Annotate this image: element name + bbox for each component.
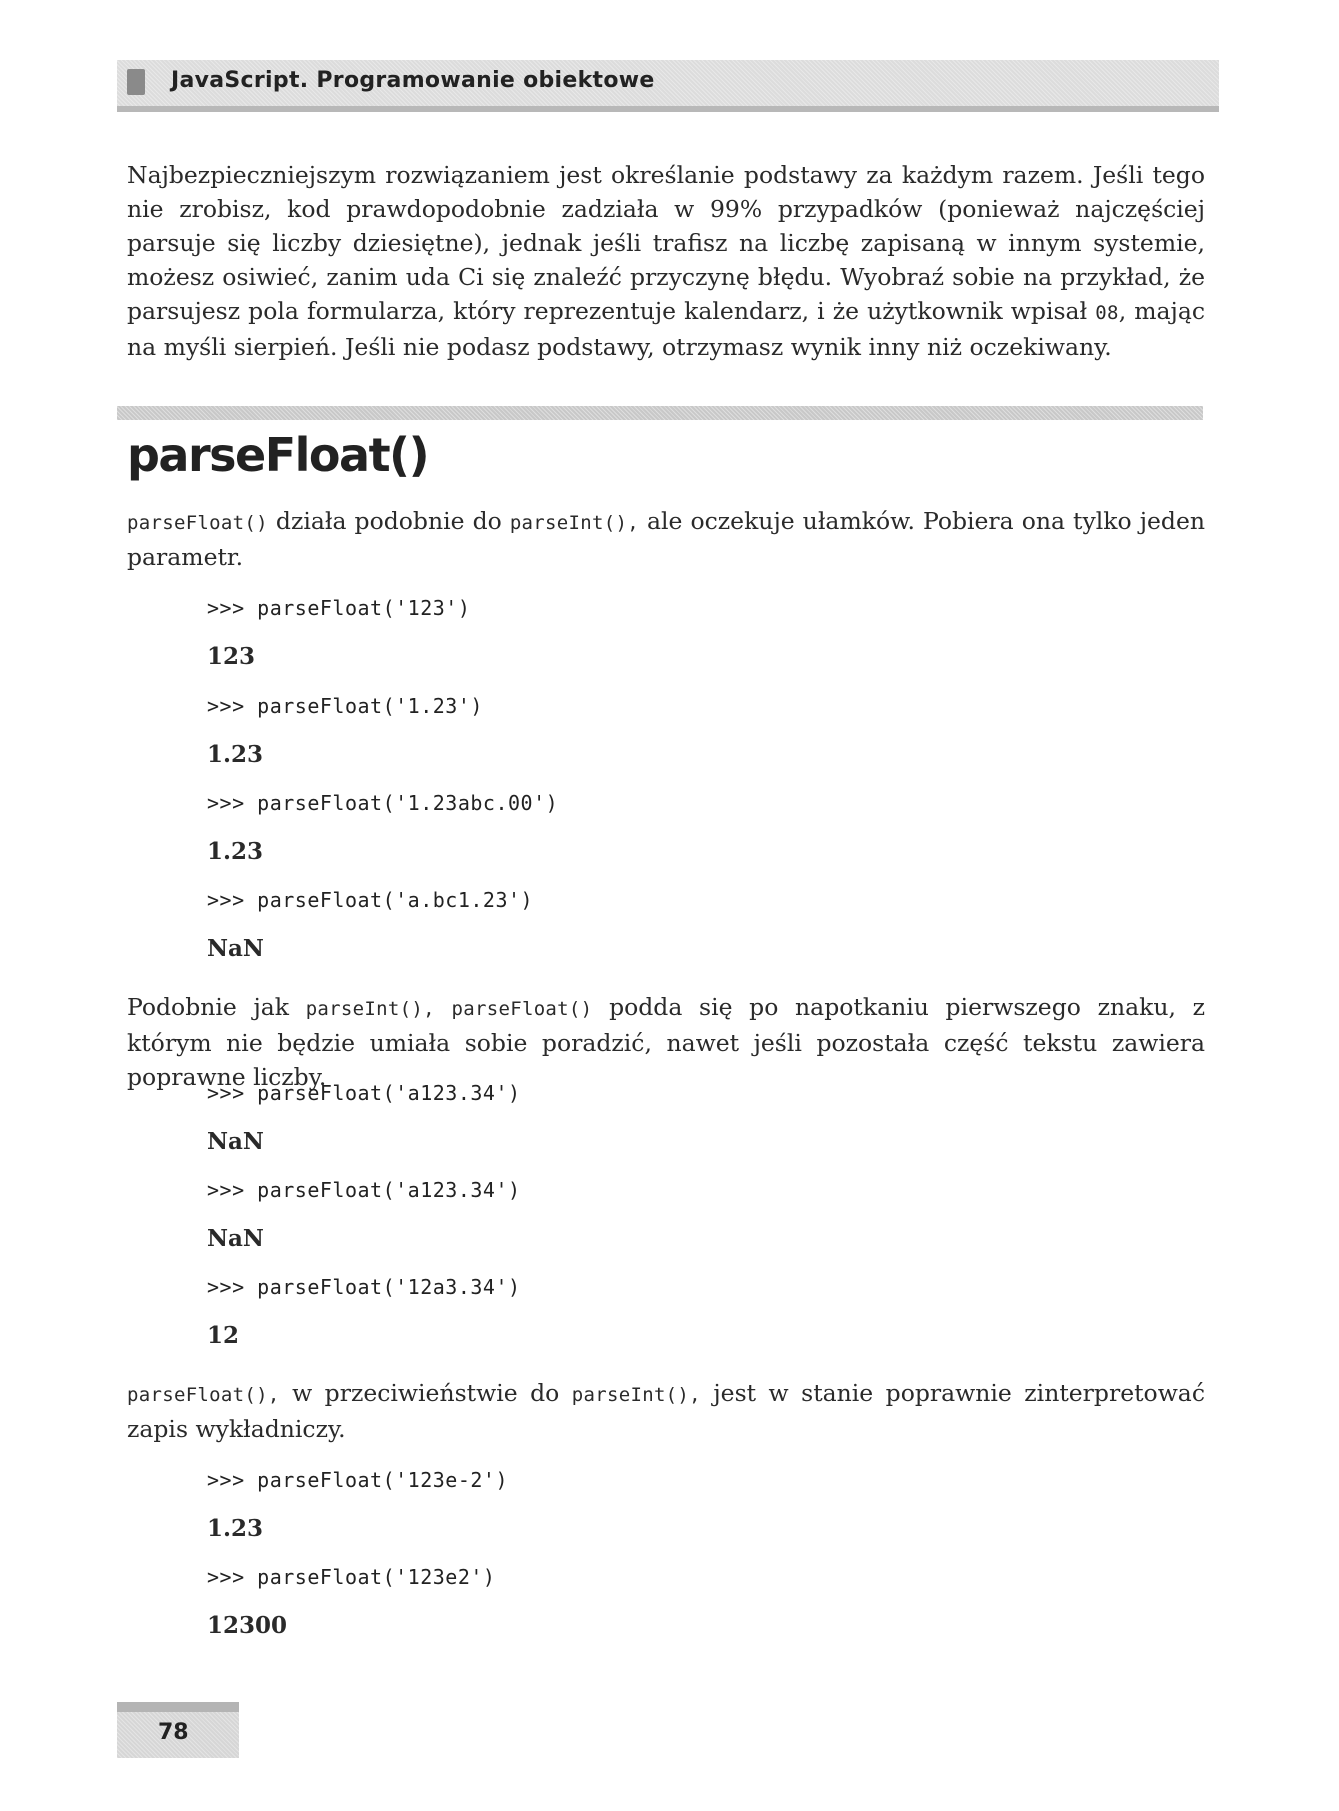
intro-text-end: , mając na myśli sierpień. Jeśli nie podasz podstawy, otrzymasz wynik inny niż oczekiwany. bbox=[127, 297, 1205, 361]
code-result: 1.23 bbox=[207, 741, 264, 768]
code-example: >>> parseFloat('a.bc1.23') bbox=[207, 888, 534, 912]
code-result: 12 bbox=[207, 1322, 240, 1349]
code-example: >>> parseFloat('a123.34') bbox=[207, 1178, 521, 1202]
page-number: 78 bbox=[158, 1720, 189, 1745]
page-number-box bbox=[117, 1702, 239, 1758]
inline-code: parseInt(), bbox=[509, 512, 639, 534]
para-text: Podobnie jak bbox=[127, 993, 306, 1021]
paragraph-2 bbox=[127, 990, 1205, 1094]
paragraph-1 bbox=[127, 504, 1205, 574]
para-text: w przeciwieństwie do bbox=[279, 1379, 572, 1407]
running-header bbox=[117, 60, 1219, 112]
inline-code: parseInt(), bbox=[305, 998, 435, 1020]
para-text: podda się po napotkaniu pierwszego znaku, z którym nie będzie umiała sobie poradzić, nawet jeśli pozostała część tekstu zawiera poprawne liczby. bbox=[127, 993, 1205, 1091]
intro-paragraph bbox=[127, 158, 1205, 364]
code-example: >>> parseFloat('1.23abc.00') bbox=[207, 791, 559, 815]
section-divider bbox=[117, 406, 1203, 420]
code-result: NaN bbox=[207, 1128, 264, 1155]
inline-code: parseFloat() bbox=[451, 998, 593, 1020]
code-example: >>> parseFloat('a123.34') bbox=[207, 1081, 521, 1105]
intro-code: 08 bbox=[1095, 302, 1119, 324]
code-result: NaN bbox=[207, 1225, 264, 1252]
code-example: >>> parseFloat('123') bbox=[207, 596, 471, 620]
para-text: jest w stanie poprawnie zinterpretować zapis wykładniczy. bbox=[127, 1379, 1205, 1443]
code-result: NaN bbox=[207, 935, 264, 962]
para-text bbox=[435, 993, 452, 1021]
code-example: >>> parseFloat('12a3.34') bbox=[207, 1275, 521, 1299]
code-result: 1.23 bbox=[207, 838, 264, 865]
inline-code: parseInt(), bbox=[571, 1384, 701, 1406]
section-title: parseFloat() bbox=[127, 428, 429, 482]
code-example: >>> parseFloat('123e2') bbox=[207, 1565, 496, 1589]
paragraph-3 bbox=[127, 1376, 1205, 1446]
code-example: >>> parseFloat('1.23') bbox=[207, 694, 483, 718]
code-result: 1.23 bbox=[207, 1515, 264, 1542]
code-result: 123 bbox=[207, 643, 256, 670]
header-underline bbox=[117, 106, 1219, 112]
page-number-bar bbox=[117, 1702, 239, 1712]
code-example: >>> parseFloat('123e-2') bbox=[207, 1468, 508, 1492]
para-text: działa podobnie do bbox=[267, 507, 510, 535]
para-text: ale oczekuje ułamków. Pobiera ona tylko jeden parametr. bbox=[127, 507, 1205, 571]
inline-code: parseFloat() bbox=[127, 512, 268, 534]
intro-text: Najbezpieczniejszym rozwiązaniem jest określanie podstawy za każdym razem. Jeśli tego nie zrobisz, kod prawdopodobnie zadziała w 99% przypadków (ponieważ najczęściej parsuje się liczby dziesiętne), jednak jeśli trafisz na liczbę zapisaną w innym systemie, możesz osiwieć, zanim uda Ci się znaleźć przyczynę błędu. Wyobraź sobie na przykład, że parsujesz pola formularza, który reprezentuje kalendarz, i że użytkownik wpisał bbox=[127, 161, 1205, 325]
inline-code: parseFloat(), bbox=[127, 1384, 280, 1406]
header-marker-icon bbox=[127, 69, 145, 95]
book-title: JavaScript. Programowanie obiektowe bbox=[171, 68, 655, 93]
code-result: 12300 bbox=[207, 1612, 288, 1639]
